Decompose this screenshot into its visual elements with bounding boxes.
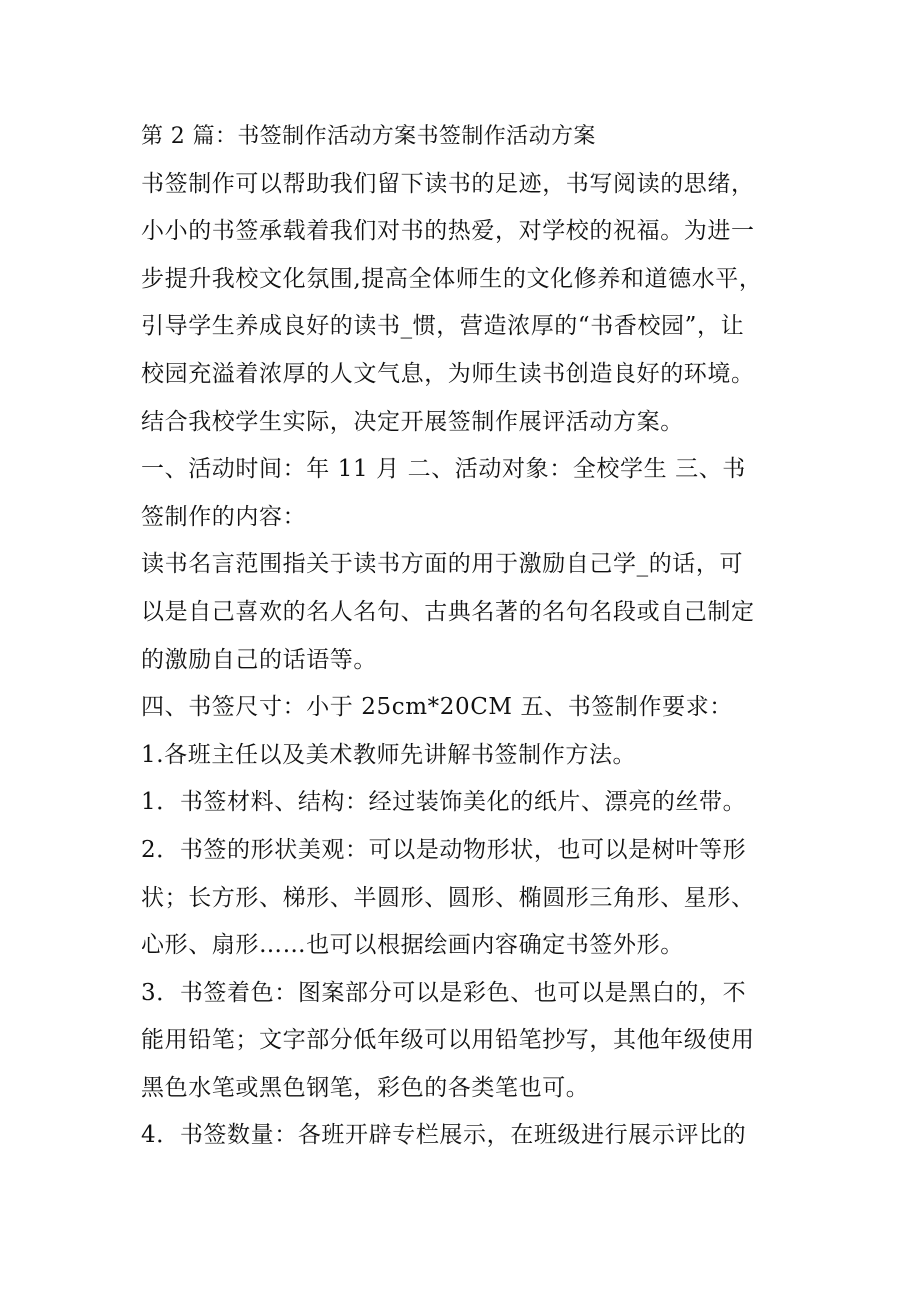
list-item-continuation: 状；长方形、梯形、半圆形、圆形、椭圆形三角形、星形、 bbox=[141, 884, 755, 911]
list-item: 4．书签数量：各班开辟专栏展示，在班级进行展示评比的 bbox=[141, 1122, 747, 1149]
paragraph-line: 的激励自己的话语等。 bbox=[141, 646, 377, 673]
section-line: 签制作的内容： bbox=[141, 503, 307, 530]
section-line: 四、书签尺寸：小于 25cm*20CM 五、书签制作要求： bbox=[141, 694, 733, 721]
paragraph-line: 结合我校学生实际，决定开展签制作展评活动方案。 bbox=[141, 408, 684, 435]
list-item-continuation: 能用铅笔；文字部分低年级可以用铅笔抄写，其他年级使用 bbox=[141, 1027, 755, 1054]
list-item-continuation: 黑色水笔或黑色钢笔，彩色的各类笔也可。 bbox=[141, 1074, 590, 1101]
paragraph-line: 书签制作可以帮助我们留下读书的足迹，书写阅读的思绪， bbox=[141, 170, 755, 197]
paragraph-line: 小小的书签承载着我们对书的热爱，对学校的祝福。为进一 bbox=[141, 218, 755, 245]
paragraph-line: 以是自己喜欢的名人名句、古典名著的名句名段或自己制定 bbox=[141, 598, 755, 625]
list-item: 1．书签材料、结构：经过装饰美化的纸片、漂亮的丝带。 bbox=[141, 789, 747, 816]
list-item: 2．书签的形状美观：可以是动物形状，也可以是树叶等形 bbox=[141, 836, 747, 863]
paragraph-line: 校园充溢着浓厚的人文气息，为师生读书创造良好的环境。 bbox=[141, 360, 755, 387]
paragraph-line: 步提升我校文化氛围,提高全体师生的文化修养和道德水平， bbox=[141, 265, 763, 292]
document-body bbox=[141, 113, 801, 1160]
paragraph-line: 读书名言范围指关于读书方面的用于激励自己学_的话，可 bbox=[141, 551, 744, 578]
section-line: 一、活动时间：年 11 月 二、活动对象：全校学生 三、书 bbox=[141, 456, 746, 483]
list-item: 1.各班主任以及美术教师先讲解书签制作方法。 bbox=[141, 741, 637, 768]
list-item: 3．书签着色：图案部分可以是彩色、也可以是黑白的，不 bbox=[141, 979, 747, 1006]
list-item-continuation: 心形、扇形……也可以根据绘画内容确定书签外形。 bbox=[141, 932, 684, 959]
paragraph-line: 引导学生养成良好的读书_惯，营造浓厚的“书香校园”，让 bbox=[141, 313, 745, 340]
document-title: 第 2 篇：书签制作活动方案书签制作活动方案 bbox=[141, 124, 596, 149]
